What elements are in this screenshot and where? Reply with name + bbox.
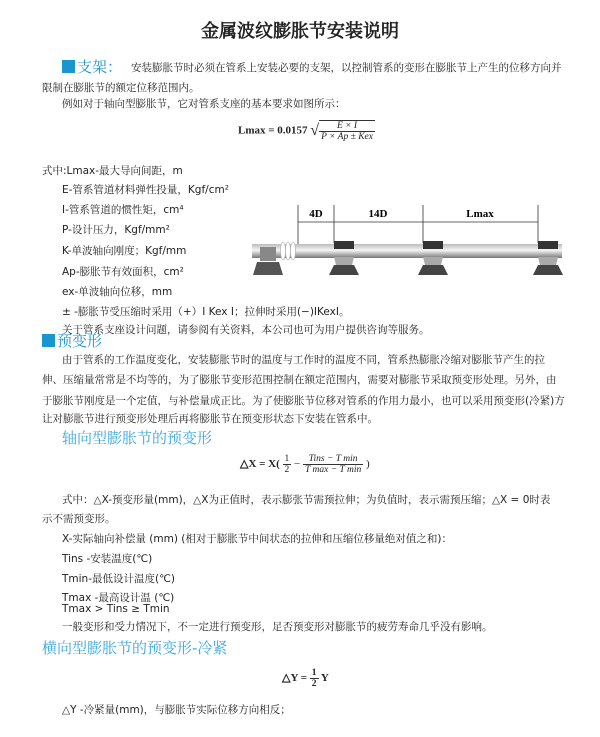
square-bullet-icon xyxy=(42,334,55,347)
heading-text: 预变形 xyxy=(57,332,103,350)
numerator: 1 xyxy=(284,454,290,464)
definition-line: 关于管系支座设计问题，请参阅有关资料，本公司也可为用户提供咨询等服务。 xyxy=(62,324,430,336)
dim-label-14d: 14D xyxy=(368,208,388,220)
definition-line: Tmax -最高设计温 (℃) xyxy=(62,592,175,604)
definition-line: Tmin-最低设计温度(℃) xyxy=(62,573,175,585)
paragraph-line: 一般变形和受力情况下，不一定进行预变形，足否预变形对膨胀节的疲劳寿命几乎没有影响。 xyxy=(62,621,493,633)
page-title: 金属波纹膨胀节安装说明 xyxy=(201,21,399,42)
definition-line: ± -膨胀节受压缩时采用（+）I Kex I；拉伸时采用(−)IKexI。 xyxy=(62,306,350,318)
dim-label-lmax: Lmax xyxy=(466,208,494,220)
section-heading-support xyxy=(62,58,122,76)
definition-line: P-设计压力，Kgf/mm² xyxy=(62,224,170,236)
paragraph-line: 示不需预变形。 xyxy=(42,513,116,525)
pipe xyxy=(252,244,562,258)
close-paren: ) xyxy=(365,458,370,471)
half-fraction xyxy=(283,454,292,475)
definition-line: Tins -安装温度(℃) xyxy=(62,553,153,565)
paragraph-line: 限制在膨胀节的额定位移范围内。 xyxy=(42,82,200,94)
temperature-fraction xyxy=(303,454,363,475)
section-heading-lateral: 横向型膨胀节的预变形-冷紧 xyxy=(42,639,228,657)
paragraph-line: 式中：△X-预变形量(mm)，△X为正值时，表示膨张节需预拉伸；为负值时，表示需预压缩；△X = 0时表 xyxy=(62,494,551,506)
fraction xyxy=(319,120,375,142)
definition-line: ex-单波轴向位移，mm xyxy=(62,286,173,298)
denominator: 2 xyxy=(284,465,290,475)
bellows-icon xyxy=(281,242,296,260)
denominator: 2 xyxy=(311,679,317,689)
denominator: T max − T min xyxy=(305,465,362,475)
paragraph-line: 安装膨胀节时必须在管系上安装必要的支架，以控制管系的变形在膨胀节上产生的位移方向并 xyxy=(131,62,562,74)
formula-rhs: Y xyxy=(320,672,329,685)
section-heading-axial: 轴向型膨胀节的预变形 xyxy=(62,429,213,447)
lmax-formula xyxy=(238,120,375,142)
sqrt-icon: √ xyxy=(310,122,320,139)
paragraph-line: 由于管系的工作温度变化，安装膨胀节时的温度与工作时的温度不同，管系热膨胀冷缩对膨胀节产生的拉 xyxy=(62,354,545,366)
dim-label-4d: 4D xyxy=(309,208,323,220)
formula-lhs: Lmax = 0.0157 xyxy=(238,124,308,137)
numerator: Tins − T min xyxy=(303,454,363,465)
definition-line: K-单波轴向刚度；Kgf/mm xyxy=(62,245,187,257)
definition-line: Tmax > Tins ≥ Tmin xyxy=(62,603,170,615)
paragraph-line: 例如对于轴向型膨胀节，它对管系支座的基本要求如图所示： xyxy=(62,98,346,110)
paragraph-line: 伸、压缩量常常是不均等的，为了膨胀节变形范围控制在额定范围内，需要对膨胀节采取预变形处理。另外，由 xyxy=(42,374,557,386)
minus-sign: − xyxy=(294,458,301,471)
formula-lhs: △X = X( xyxy=(240,458,280,471)
dimension-lines xyxy=(298,205,538,245)
denominator: P × Ap ± Kex xyxy=(321,132,373,142)
definition-line: 式中:Lmax-最大导向间距，m xyxy=(42,165,183,177)
half-fraction xyxy=(310,668,319,689)
formula-lhs: △Y = xyxy=(282,672,308,685)
lateral-formula xyxy=(282,668,329,689)
numerator: 1 xyxy=(311,668,317,678)
definition-line: I-管系管道的惯性矩，cm⁴ xyxy=(62,204,184,216)
definition-line: E-管系管道材料弹性投量，Kgf/cm² xyxy=(62,184,229,196)
support-diagram xyxy=(245,195,570,285)
definition-line: Ap-膨胀节有效面积，cm² xyxy=(62,266,184,278)
definition-line: △Y -冷紧量(mm)，与膨胀节实际位移方向相反； xyxy=(62,704,291,716)
definition-line: X-实际轴向补偿量 (mm) (相对于膨胀节中间状态的拉伸和压缩位移量绝对值之和)： xyxy=(62,533,452,545)
numerator: E × I xyxy=(319,121,375,132)
paragraph-line: 于膨胀节刚度是一个定值，与补偿量成正比。为了使膨胀节位移对管系的作用力最小，也可以采用预变形(冷紧)方 xyxy=(42,395,565,407)
axial-formula xyxy=(240,454,370,475)
paragraph-line: 让对膨胀节进行预变形处理后再将膨胀节在预变形状态下安装在管系中。 xyxy=(42,413,378,425)
heading-text: 支架： xyxy=(77,58,123,76)
section-heading-predeform xyxy=(42,332,102,350)
square-bullet-icon xyxy=(62,60,75,73)
